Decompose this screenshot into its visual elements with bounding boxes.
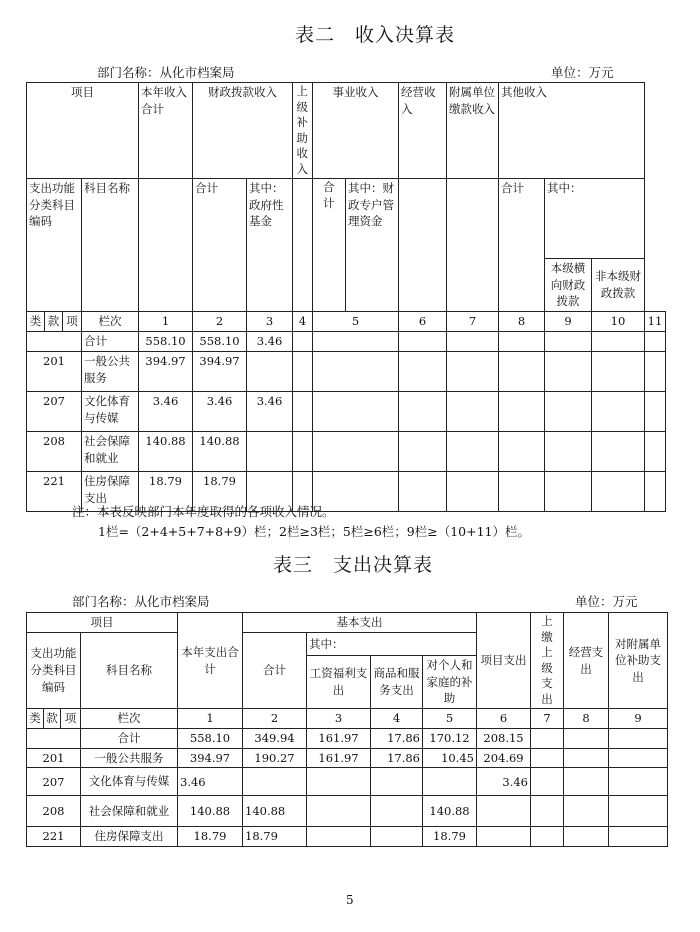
t2-header-jingying: 经营收入 (399, 83, 447, 179)
t2-code: 208 (27, 432, 82, 472)
t3-c2: 190.27 (243, 748, 307, 768)
t2-name: 社会保障和就业 (82, 432, 139, 472)
t2-c6 (399, 392, 447, 432)
t2-col-num: 7 (447, 312, 499, 332)
t3-c2: 140.88 (243, 796, 307, 827)
t3-c6 (477, 827, 531, 847)
t2-c9 (545, 432, 592, 472)
t2-c11 (645, 432, 666, 472)
t2-c10 (592, 352, 645, 392)
t3-c2: 349.94 (243, 729, 307, 749)
t2-header-caizheng: 财政拨款收入 (193, 83, 293, 179)
t3-c4: 17.86 (371, 729, 423, 749)
t2-header-heji3: 合计 (499, 179, 545, 312)
t2-c1: 140.88 (139, 432, 193, 472)
t3-header-gongneng: 支出功能分类科目编码 (27, 632, 81, 708)
t3-name: 一般公共服务 (81, 748, 178, 768)
t3-col-num: 8 (564, 709, 609, 729)
t2-c3: 3.46 (247, 332, 293, 352)
t2-col-num: 11 (645, 312, 666, 332)
t3-name: 社会保障和就业 (81, 796, 178, 827)
t2-col-num: 8 (499, 312, 545, 332)
t3-c6 (477, 796, 531, 827)
table2-dept: 部门名称：从化市档案局 (97, 65, 235, 80)
t2-c1: 558.10 (139, 332, 193, 352)
t2-c2: 18.79 (193, 472, 247, 512)
t3-code: 207 (27, 768, 81, 796)
t3-xiang: 项 (61, 709, 81, 729)
t2-c8 (499, 332, 545, 352)
t2-header-heji2-text: 合计 (323, 180, 335, 210)
t3-header-shangpin: 商品和服务支出 (371, 656, 423, 709)
t2-c11 (645, 472, 666, 512)
t2-code: 221 (27, 472, 82, 512)
t2-empty (447, 179, 499, 312)
t2-c8 (499, 432, 545, 472)
table3-title: 表三 支出决算表 (273, 554, 434, 576)
t2-header-heji1: 合计 (193, 179, 247, 312)
t3-c8 (564, 748, 609, 768)
t3-c9 (609, 827, 668, 847)
t2-c5 (313, 352, 399, 392)
t3-header-fushu: 对附属单位补助支出 (609, 613, 668, 709)
t2-c10 (592, 432, 645, 472)
t3-header-jingying: 经营支出 (564, 613, 609, 709)
t3-c7 (531, 768, 564, 796)
t3-c7 (531, 729, 564, 749)
table-row (27, 432, 666, 472)
t2-header-xiangmu: 项目 (27, 83, 139, 179)
t2-empty (293, 179, 313, 312)
expenditure-table (26, 612, 668, 847)
table-row (27, 768, 668, 796)
table-row (27, 729, 668, 749)
t2-c11 (645, 332, 666, 352)
t2-c1: 18.79 (139, 472, 193, 512)
t3-c5: 170.12 (423, 729, 477, 749)
t2-c10 (592, 392, 645, 432)
t2-name: 文化体育与传媒 (82, 392, 139, 432)
t2-c1: 394.97 (139, 352, 193, 392)
t3-c5: 10.45 (423, 748, 477, 768)
t2-name: 一般公共服务 (82, 352, 139, 392)
t2-empty (139, 179, 193, 312)
t3-c1: 140.88 (178, 796, 243, 827)
t2-c7 (447, 332, 499, 352)
t2-lanci-row (27, 312, 666, 332)
t2-empty (399, 179, 447, 312)
t2-c7 (447, 432, 499, 472)
t2-c7 (447, 472, 499, 512)
t3-c9 (609, 729, 668, 749)
t3-c9 (609, 768, 668, 796)
t2-c2: 558.10 (193, 332, 247, 352)
t3-c3: 161.97 (307, 729, 371, 749)
t3-c1: 3.46 (178, 768, 243, 796)
page-number: 5 (346, 893, 354, 907)
t3-c9 (609, 748, 668, 768)
t2-c7 (447, 352, 499, 392)
t3-c8 (564, 729, 609, 749)
t2-c5 (313, 332, 399, 352)
t2-code: 207 (27, 392, 82, 432)
t3-header-geren: 对个人和家庭的补助 (423, 656, 477, 709)
t2-header-fushu: 附属单位缴款收入 (447, 83, 499, 179)
t3-header-heji: 合计 (243, 632, 307, 708)
t2-c5 (313, 392, 399, 432)
income-table (26, 82, 666, 512)
t3-c2: 18.79 (243, 827, 307, 847)
t3-c8 (564, 796, 609, 827)
t3-c4: 17.86 (371, 748, 423, 768)
t2-header-qita: 其他收入 (499, 83, 645, 179)
t3-col-num: 9 (609, 709, 668, 729)
t2-c2: 140.88 (193, 432, 247, 472)
t3-c6: 208.15 (477, 729, 531, 749)
t2-c2: 394.97 (193, 352, 247, 392)
t2-c5 (313, 432, 399, 472)
t3-lanci: 栏次 (81, 709, 178, 729)
t3-c7 (531, 748, 564, 768)
t2-header-feibenji: 非本级财政拨款 (592, 259, 645, 312)
t2-code: 201 (27, 352, 82, 392)
t3-header-kemu: 科目名称 (81, 632, 178, 708)
t3-header-shangjiao (531, 613, 564, 709)
t3-col-num: 5 (423, 709, 477, 729)
t3-c3 (307, 796, 371, 827)
t2-c3 (247, 432, 293, 472)
table2-unit: 单位：万元 (551, 65, 614, 80)
table-row (27, 827, 668, 847)
t2-xiang: 项 (63, 312, 82, 332)
t2-kuan: 款 (45, 312, 63, 332)
t3-header-xiangmuzc: 项目支出 (477, 613, 531, 709)
t3-c5: 140.88 (423, 796, 477, 827)
t3-c5: 18.79 (423, 827, 477, 847)
t2-col-num: 6 (399, 312, 447, 332)
t2-c6 (399, 332, 447, 352)
t3-header-gongzi: 工资福利支出 (307, 656, 371, 709)
t3-header-xiangmu: 项目 (27, 613, 178, 633)
t3-col-num: 7 (531, 709, 564, 729)
table-row (27, 392, 666, 432)
t2-c6 (399, 472, 447, 512)
table2-formula: 1栏=（2+4+5+7+8+9）栏；2栏≥3栏；5栏≥6栏；9栏≥（10+11）栏。 (98, 524, 530, 539)
t2-header-qizhong: 其中： (545, 179, 645, 259)
t3-kuan: 款 (44, 709, 61, 729)
t3-c1: 558.10 (178, 729, 243, 749)
t2-header-gongneng: 支出功能分类科目编码 (27, 179, 82, 312)
table-row (27, 352, 666, 392)
t2-c9 (545, 392, 592, 432)
t3-c7 (531, 796, 564, 827)
t2-lanci: 栏次 (82, 312, 139, 332)
t3-c5 (423, 768, 477, 796)
t2-col-num: 3 (247, 312, 293, 332)
t2-header-kemu: 科目名称 (82, 179, 139, 312)
t2-c11 (645, 352, 666, 392)
t3-c7 (531, 827, 564, 847)
t3-header-bennian: 本年支出合计 (178, 613, 243, 709)
t2-c9 (545, 352, 592, 392)
t2-c10 (592, 332, 645, 352)
t2-c10 (592, 472, 645, 512)
t3-col-num: 6 (477, 709, 531, 729)
t2-header-benji: 本级横向财政拨款 (545, 259, 592, 312)
t3-c4 (371, 796, 423, 827)
t3-name: 住房保障支出 (81, 827, 178, 847)
t2-header-bennian: 本年收入合计 (139, 83, 193, 179)
table-row (27, 796, 668, 827)
t3-c9 (609, 796, 668, 827)
t3-code: 208 (27, 796, 81, 827)
t3-c4 (371, 768, 423, 796)
t3-code: 201 (27, 748, 81, 768)
t2-header-heji2 (313, 179, 346, 312)
t2-header-zfxjj: 其中：政府性基金 (247, 179, 293, 312)
t2-c4 (293, 352, 313, 392)
t2-lei: 类 (27, 312, 45, 332)
t2-c3 (247, 352, 293, 392)
t3-header-jiben: 基本支出 (243, 613, 477, 633)
t3-name: 文化体育与传媒 (81, 768, 178, 796)
table3-dept: 部门名称：从化市档案局 (72, 594, 210, 609)
table2-title: 表二 收入决算表 (295, 24, 456, 46)
t2-c9 (545, 472, 592, 512)
t2-c4 (293, 332, 313, 352)
t3-lei: 类 (27, 709, 44, 729)
t2-col-num: 1 (139, 312, 193, 332)
t2-name: 住房保障支出 (82, 472, 139, 512)
t3-c1: 394.97 (178, 748, 243, 768)
t3-c3 (307, 827, 371, 847)
t2-col-num: 5 (313, 312, 399, 332)
t3-code (27, 729, 81, 749)
table3-unit: 单位：万元 (575, 594, 638, 609)
t2-c6 (399, 432, 447, 472)
t2-c4 (293, 392, 313, 432)
t3-header-shangjiao-text: 上缴上级支出 (541, 614, 553, 706)
t2-header-shangji-text: 上级补助收入 (296, 84, 308, 176)
t3-header-qizhong: 其中： (307, 632, 477, 655)
t2-c8 (499, 352, 545, 392)
table2-note: 注：本表反映部门本年度取得的各项收入情况。 (72, 504, 335, 519)
t3-c3 (307, 768, 371, 796)
t3-c1: 18.79 (178, 827, 243, 847)
t3-lanci-row (27, 709, 668, 729)
t2-name: 合计 (82, 332, 139, 352)
t3-c8 (564, 827, 609, 847)
t2-c11 (645, 392, 666, 432)
t2-col-num: 10 (592, 312, 645, 332)
t2-col-num: 4 (293, 312, 313, 332)
t2-col-num: 2 (193, 312, 247, 332)
t2-c1: 3.46 (139, 392, 193, 432)
t3-c8 (564, 768, 609, 796)
t2-c3: 3.46 (247, 392, 293, 432)
t2-c2: 3.46 (193, 392, 247, 432)
t2-c6 (399, 352, 447, 392)
t2-header-shiye: 事业收入 (313, 83, 399, 179)
t2-c8 (499, 472, 545, 512)
t3-col-num: 2 (243, 709, 307, 729)
t2-code (27, 332, 82, 352)
t3-c2 (243, 768, 307, 796)
t2-col-num: 9 (545, 312, 592, 332)
t3-c4 (371, 827, 423, 847)
t2-c7 (447, 392, 499, 432)
table-row (27, 332, 666, 352)
t3-name: 合计 (81, 729, 178, 749)
t3-c3: 161.97 (307, 748, 371, 768)
t3-col-num: 1 (178, 709, 243, 729)
t3-col-num: 4 (371, 709, 423, 729)
t2-header-shangji (293, 83, 313, 179)
t3-col-num: 3 (307, 709, 371, 729)
t2-c9 (545, 332, 592, 352)
t3-c6: 204.69 (477, 748, 531, 768)
t2-c8 (499, 392, 545, 432)
t3-c6: 3.46 (477, 768, 531, 796)
t2-c4 (293, 432, 313, 472)
t3-code: 221 (27, 827, 81, 847)
t2-header-czzg: 其中：财政专户管理资金 (346, 179, 399, 312)
table-row (27, 748, 668, 768)
